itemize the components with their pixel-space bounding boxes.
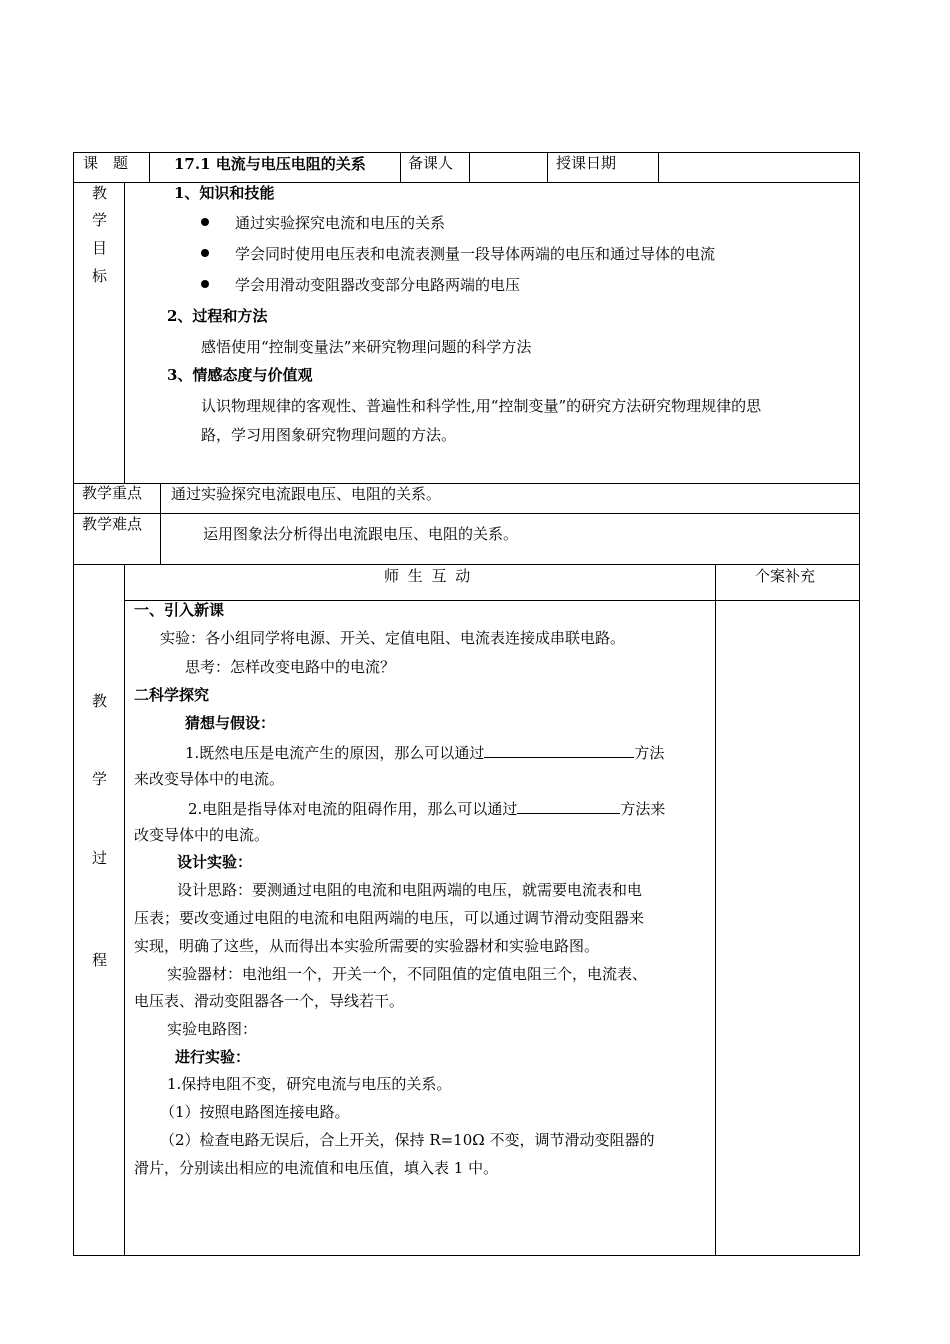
process-side-label-char: 程 [92,951,108,969]
process-side-label-char: 学 [92,770,108,788]
objective-heading-process: 2、过程和方法 [167,307,268,325]
objectives-side-label-char: 目 [92,239,108,257]
bullet-icon [201,280,209,288]
process-text: 思考：怎样改变电路中的电流？ [185,658,396,676]
process-text: 滑片，分别读出相应的电流值和电压值，填入表 1 中。 [134,1159,499,1177]
col-divider [547,152,548,183]
fill-blank[interactable] [484,741,634,758]
section-heading-inquiry: 二科学探究 [134,686,210,704]
col-divider [149,152,150,183]
fill-blank[interactable] [517,797,620,814]
objective-heading-attitude: 3、情感态度与价值观 [167,366,313,384]
subheading-design: 设计实验： [177,853,253,871]
process-text: 1.保持电阻不变，研究电流与电压的关系。 [167,1075,452,1093]
table-border-top [73,152,860,153]
process-side-label-char: 过 [92,849,108,867]
table-border-left [73,152,74,1256]
col-divider [160,513,161,565]
bullet-icon [201,249,209,257]
process-side-label-char: 教 [92,692,108,710]
table-border-bottom [73,1255,860,1256]
objective-attitude-text: 认识物理规律的客观性、普遍性和科学性,用“控制变量”的研究方法研究物理规律的思 [201,397,762,415]
bullet-icon [201,218,209,226]
difficulty-text: 运用图象法分析得出电流跟电压、电阻的关系。 [203,525,519,543]
key-point-text: 通过实验探究电流跟电压、电阻的关系。 [171,485,442,503]
process-text: 实现，明确了这些，从而得出本实验所需要的实验器材和实验电路图。 [134,937,600,955]
objective-item: 学会用滑动变阻器改变部分电路两端的电压 [235,276,521,294]
process-text: 实验器材：电池组一个，开关一个，不同阻值的定值电阻三个，电流表、 [167,965,648,983]
process-text: 设计思路：要测通过电阻的电流和电阻两端的电压，就需要电流表和电 [177,881,643,899]
hypothesis-1-suffix: 方法 [634,744,665,762]
col-divider [160,483,161,514]
table-border-right [859,152,860,1256]
process-text: （1）按照电路图连接电路。 [160,1103,350,1121]
process-text: 实验：各小组同学将电源、开关、定值电阻、电流表连接成串联电路。 [160,629,626,647]
col-divider [124,182,125,484]
row-divider [73,513,860,514]
row-divider [73,564,860,565]
subheading-hypothesis: 猜想与假设： [185,714,276,732]
col-divider [658,152,659,183]
difficulty-label: 教学难点 [82,515,143,533]
col-divider [715,564,716,1256]
section-heading-intro: 一、引入新课 [134,601,225,619]
preparer-label: 备课人 [408,154,454,172]
process-text: （2）检查电路无误后，合上开关，保持 R=10Ω 不变，调节滑动变阻器的 [160,1131,655,1149]
hypothesis-1 [185,741,664,763]
row-divider [124,600,860,601]
objectives-side-label-char: 标 [92,267,108,285]
hypothesis-2-text: 2.电阻是指导体对电流的阻碍作用，那么可以通过 [188,800,518,818]
objective-process-text: 感悟使用“控制变量法”来研究物理问题的科学方法 [201,338,532,356]
course-label: 课 题 [83,154,129,172]
objective-attitude-text: 路，学习用图象研究物理问题的方法。 [201,426,457,444]
objective-item: 学会同时使用电压表和电流表测量一段导体两端的电压和通过导体的电流 [235,245,716,263]
process-text: 电压表、滑动变阻器各一个，导线若干。 [134,992,405,1010]
process-text: 实验电路图： [167,1020,258,1038]
objectives-side-label-char: 教 [92,184,108,202]
col-divider [400,152,401,183]
process-column-header: 师 生 互 动 [384,567,473,585]
col-divider [124,564,125,1256]
course-title: 17.1 电流与电压电阻的关系 [174,155,366,173]
hypothesis-1-text: 1.既然电压是电流产生的原因，那么可以通过 [185,744,485,762]
process-text: 来改变导体中的电流。 [134,770,285,788]
date-label: 授课日期 [556,154,617,172]
objectives-side-label-char: 学 [92,211,108,229]
objective-heading-knowledge: 1、知识和技能 [174,184,275,202]
col-divider [469,152,470,183]
key-point-label: 教学重点 [82,484,143,502]
subheading-conduct: 进行实验： [175,1048,251,1066]
process-text: 压表；要改变通过电阻的电流和电阻两端的电压，可以通过调节滑动变阻器来 [134,909,645,927]
hypothesis-2 [188,797,665,819]
hypothesis-2-suffix: 方法来 [620,800,666,818]
supplement-column-header: 个案补充 [755,567,816,585]
objective-item: 通过实验探究电流和电压的关系 [235,214,446,232]
process-text: 改变导体中的电流。 [134,826,270,844]
